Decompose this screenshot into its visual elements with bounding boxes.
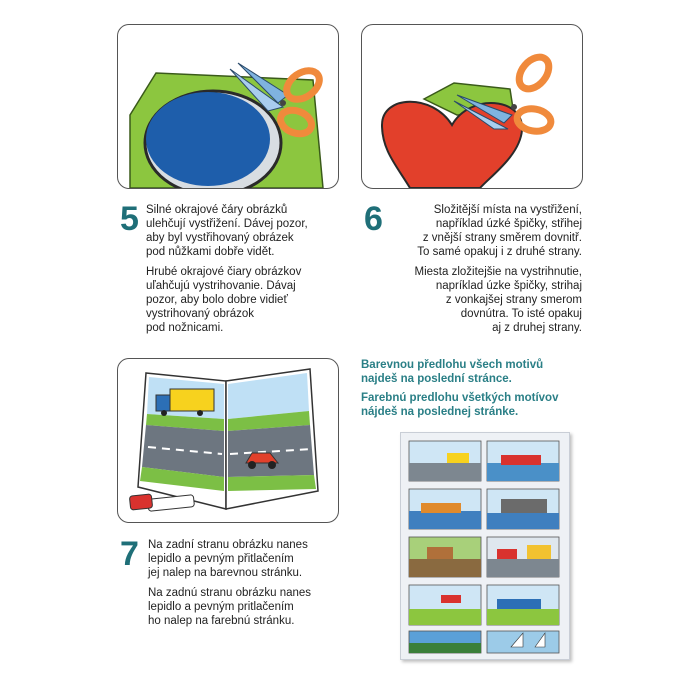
step6-text-cz: Složitější místa na vystřižení, například úzké špičky, střihej z vnější strany směrem dovnitř. To samé opakuj i z druhé strany.	[417, 204, 582, 258]
step7-text-sk: Na zadnú stranu obrázku nanes lepidlo a pevným pritlačením ho nalep na farebnú stránku.	[148, 587, 312, 627]
step-number-5: 5	[120, 200, 139, 238]
color-template-note	[361, 358, 591, 424]
step7-text	[148, 538, 348, 634]
step5-illustration	[117, 24, 339, 189]
color-template-note-cz: Barevnou předlohu všech motivů najdeš na poslední stránce.	[361, 359, 544, 385]
step6-illustration	[361, 24, 583, 189]
step6-text-sk: Miesta zložitejšie na vystrihnutie, napríklad úzke špičky, strihaj z vonkajšej strany smerom dovnútra. To isté opakuj aj z druhej strany.	[414, 266, 582, 334]
step6-text	[382, 203, 582, 341]
thumbnail	[409, 441, 559, 653]
color-template-sheet	[400, 432, 570, 660]
color-template-note-sk: Farebnú predlohu všetkých motívov nájdeš na poslednej stránke.	[361, 392, 559, 418]
glue-stick-icon	[129, 494, 194, 511]
step-number-7: 7	[120, 535, 139, 573]
step7-text-cz: Na zadní stranu obrázku nanes lepidlo a pevným přitlačením jej nalep na barevnou stránku.	[148, 539, 308, 579]
step7-illustration	[117, 358, 339, 523]
step-number-6: 6	[364, 200, 383, 238]
step5-text-sk: Hrubé okrajové čiary obrázkov uľahčujú vystrihovanie. Dávaj pozor, aby bolo dobre vidieť vystrihovaný obrázok pod nožnicami.	[146, 266, 302, 334]
step5-text-cz: Silné okrajové čáry obrázků ulehčují vystřižení. Dávej pozor, aby byl vystřihovaný obrázek pod nůžkami dobře vidět.	[146, 204, 308, 258]
step5-text	[146, 203, 346, 341]
